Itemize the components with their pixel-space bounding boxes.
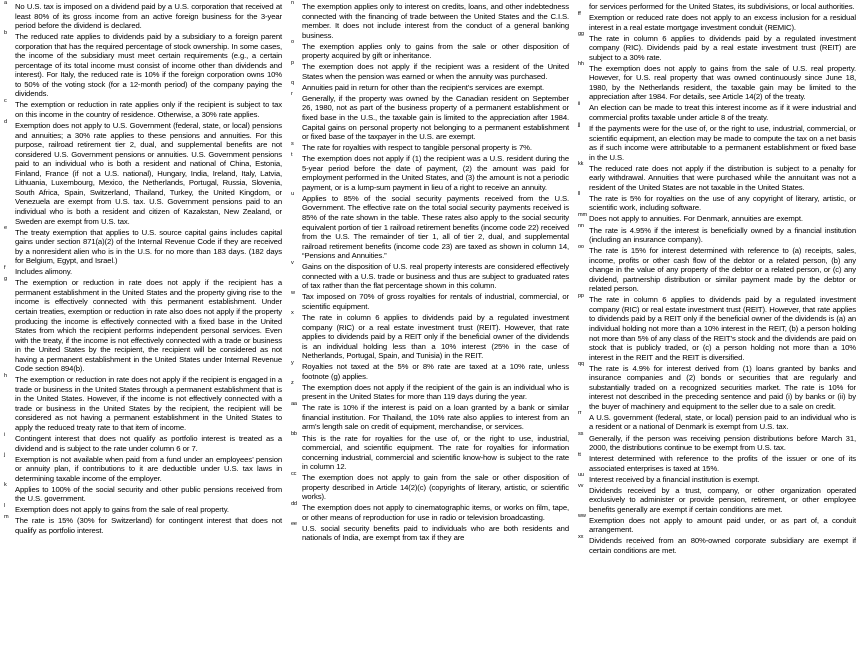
footnote-item-cc: [291, 470, 569, 502]
footnote-item-l: [4, 502, 282, 515]
footnote-marker: tt: [578, 451, 581, 458]
footnote-marker: ww: [578, 513, 586, 520]
footnote-item-h: [4, 372, 282, 433]
footnote-marker: z: [291, 380, 294, 387]
footnote-marker: kk: [578, 161, 584, 168]
footnote-text: Generally, if the property was owned by the Canadian resident on September 26, 1980, not as part of the business property of a permanent establishment or fixed base in the U.S., the taxable gain is limited to the appreciation after 1984. Capital gains on personal property not belonging to a permanent establishment or fixed base of the taxpayer in the U.S. are exempt.: [302, 93, 569, 142]
footnote-text: The rate in column 6 applies to dividends paid by a regulated investment company (RIC) or a real estate investment trust (REIT). However, that rate applies to dividends paid by a REIT only if the beneficial owner of the dividends is an individual holding less than a 10% interest (25% in the case of Netherlands, Portugal, Spain, and Tunisia) in the REIT.: [302, 312, 569, 361]
footnote-text: Exemption does not apply to U.S. Government (federal, state, or local) pensions and annuities; a 30% rate applies to these pensions and annuities. For this purpose, railroad retirement tier 2, dual, and supplemental benefits are not considered U.S. Government pensions or annuities. U.S. Government pensions paid to an individual who is both a resident and national of China, Estonia, Finland, France (if not a U.S. national), Hungary, India, Ireland, Italy, Latvia, Lithuania, Luxembourg, Mexico, the Netherlands, Portugal, Russia, Slovenia, South Africa, Spain, Switzerland, Thailand, Turkey, the United Kingdom, or Venezuela are exempt from U.S. tax. U.S. Government pensions paid to an individual who is both a resident and citizen of Kazakstan, New Zealand, or Sweden are exempt from U.S. tax.: [15, 121, 282, 226]
footnote-text: The exemption does not apply if the recipient was a resident of the United States when the pension was earned or when the annuity was purchased.: [302, 62, 569, 81]
footnote-text: Interest determined with reference to the profits of the issuer or one of its associated enterprises is taxed at 15%.: [589, 454, 856, 473]
footnote-marker: rr: [578, 410, 582, 417]
footnote-item-uu: [578, 472, 856, 485]
footnote-item-o: [291, 39, 569, 61]
footnote-text: The reduced rate does not apply if the distribution is subject to a penalty for early withdrawal. Annuities that were purchased while the annuitant was not a resident of the United States are not taxable in the United States.: [589, 163, 856, 192]
footnote-marker: m: [4, 513, 9, 520]
footnote-text: Dividends received from an 80%-owned corporate subsidiary are exempt if certain conditions are met.: [589, 536, 856, 556]
footnote-text: The rate in column 6 applies to dividends paid by a regulated investment company (RIC). Dividends paid by a real estate investment trust (REIT) are subject to a 30% rate.: [589, 33, 856, 62]
footnote-item-y: [291, 359, 569, 381]
footnote-marker: aa: [291, 400, 297, 407]
footnote-item-f: [4, 264, 282, 277]
footnote-text: Applies to 100% of the social security and other public pensions received from the U.S. government.: [15, 484, 282, 504]
footnote-text: The exemption does not apply if (1) the recipient was a U.S. resident during the 5-year period before the date of payment, (2) the amount was paid for employment performed in the United States, and (3) the amount is not a periodic payment, or is a lump-sum payment in lieu of a right to receive an annuity.: [302, 154, 569, 192]
footnote-text: The rate in column 6 applies to dividends paid by a regulated investment company (RIC) or real estate investment trust (REIT). However, that rate applies to dividends paid by a REIT only if the beneficial owner of the dividends is (a) an individual holding not more than a 10% interest in the REIT, (b) a person holding not more than 5% of any class of the REIT’s stock and the dividends are paid on stock that is publicly traded, or (c) a person holding not more than a 10% interest in the REIT and the REIT is diversified.: [589, 295, 856, 362]
footnote-item-v: [291, 259, 569, 291]
footnote-text: Gains on the disposition of U.S. real property interests are considered effectively connected with a U.S. trade or business and thus are subject to graduated rates of tax rather than the flat percentage shown in this column.: [302, 262, 569, 291]
footnote-item-rr: [578, 410, 856, 432]
footnote-marker: nn: [578, 223, 584, 230]
footnote-text: The rate is 15% (30% for Switzerland) for contingent interest that does not qualify as portfolio interest.: [15, 516, 282, 535]
footnote-item-continuation: [578, 2, 856, 12]
footnote-item-s: [291, 140, 569, 153]
footnote-marker: vv: [578, 483, 584, 490]
footnote-text: The exemption applies only to gains from the sale or other disposition of property acquired by gift or inheritance.: [302, 41, 569, 61]
footnote-item-i: [4, 431, 282, 453]
footnote-marker: o: [291, 39, 294, 46]
footnote-text: The rate is 4.95% if the interest is beneficially owned by a financial institution (including an insurance company).: [589, 225, 856, 245]
footnote-marker: d: [4, 118, 7, 125]
footnote-text: The reduced rate applies to dividends paid by a subsidiary to a foreign parent corporation that has the required percentage of stock ownership. In some cases, the income of the subsidiary must meet certain requirements (e.g., a certain percentage of its total income must consist of income other than dividends and interest). For Italy, the reduced rate is 10% if the foreign corporation owns 10% to 50% of the voting stock (for a 12-month period) of the company paying the dividends.: [15, 32, 282, 99]
footnote-item-r: [291, 91, 569, 142]
footnote-marker: p: [291, 59, 294, 66]
footnote-marker: jj: [578, 121, 581, 128]
footnote-text: An election can be made to treat this interest income as if it were industrial and commercial profits taxable under article 8 of the treaty.: [589, 103, 856, 123]
footnote-marker: k: [4, 482, 7, 489]
footnote-text: Includes alimony.: [15, 267, 72, 277]
footnote-item-q: [291, 80, 569, 93]
footnote-text: No U.S. tax is imposed on a dividend paid by a U.S. corporation that received at least 80% of its gross income from an active foreign business for the 3-year period before the dividend is declared.: [15, 2, 282, 31]
footnote-marker: a: [4, 0, 7, 6]
footnote-item-hh: [578, 61, 856, 102]
footnote-marker: bb: [291, 431, 297, 438]
footnote-text: Generally, if the person was receiving pension distributions before March 31, 2000, the distributions continue to be exempt from U.S. tax.: [589, 433, 856, 453]
footnote-marker: h: [4, 372, 7, 379]
footnote-text: The rate is 15% for interest determined with reference to (a) receipts, sales, income, profits or other cash flow of the debtor or a related person, (b) any change in the value of any property of the debtor or a related person, or (c) any dividend, partnership distribution or similar payment made by the debtor or related person.: [589, 246, 856, 294]
footnote-text: The treaty exemption that applies to U.S. source capital gains includes capital gains under section 871(a)(2) of the Internal Revenue Code if they are received by a nonresident alien who is in the U.S. for no more than 183 days. (182 days for Belgium, Egypt, and Israel.): [15, 227, 282, 266]
footnote-item-vv: [578, 483, 856, 515]
footnote-text: The exemption does not apply to gain from the sale or other disposition of property described in Article 14(2)(c) (copyrights of literary, artistic, or scientific works).: [302, 473, 569, 502]
footnote-text: If the payments were for the use of, or the right to use, industrial, commercial, or scientific equipment, an election may be made to compute the tax on a net basis as if such income were attributable to a permanent establishment or fixed base in the U.S.: [589, 124, 856, 162]
footnote-marker: u: [291, 191, 294, 198]
footnote-item-p: [291, 59, 569, 81]
footnote-marker: i: [4, 431, 6, 438]
footnote-text: This is the rate for royalties for the use of, or the right to use, industrial, commercial, and scientific equipment. The rate for royalties for information concerning industrial, commercial and scientific know-how is subject to the rate in column 12.: [302, 433, 569, 472]
footnote-item-kk: [578, 161, 856, 193]
footnote-marker: j: [4, 452, 6, 459]
footnotes-column-2: [291, 2, 569, 667]
footnote-item-bb: [291, 431, 569, 472]
footnote-item-e: [4, 225, 282, 266]
footnote-marker: ff: [578, 10, 581, 17]
footnote-item-aa: [291, 400, 569, 432]
footnote-marker: b: [4, 29, 7, 36]
footnote-text: A U.S. government (federal, state, or local) pension paid to an individual who is a resident or a national of Denmark is exempt from U.S. tax.: [589, 412, 856, 432]
footnote-text: Annuities paid in return for other than the recipient’s services are exempt.: [302, 82, 545, 92]
footnote-text: U.S. social security benefits paid to individuals who are both residents and nationals of India, are exempt from tax if they are: [302, 523, 569, 543]
footnote-item-pp: [578, 292, 856, 362]
footnote-item-a: [4, 2, 282, 31]
footnote-text: The rate is 4.9% for interest derived from (1) loans granted by banks and insurance companies and (2) bonds or securities that are regularly and substantially traded on a recognized securities market. The rate is 10% for interest not described in the preceding sentence and paid (i) by banks or (ii) by the buyer of machinery and equipment to the seller due to a sale on credit.: [589, 363, 856, 411]
footnote-text: The exemption does not apply to cinematographic items, or works on film, tape, or other means of reproduction for use in radio or television broadcasting.: [302, 503, 569, 522]
footnote-text: The exemption or reduction in rate does not apply if the recipient is engaged in a trade or business in the United States through a permanent establishment that is in the United States. However, if the income is not effectively connected with a trade or business in the United States by the recipient, the recipient will be considered as not having a permanent establishment in the United States to apply the reduced treaty rate to that item of income.: [15, 375, 282, 433]
footnote-marker: dd: [291, 500, 297, 507]
footnote-item-j: [4, 452, 282, 484]
footnote-marker: v: [291, 259, 294, 266]
footnote-marker: f: [4, 264, 6, 271]
footnote-item-x: [291, 310, 569, 361]
footnote-marker: oo: [578, 243, 584, 250]
footnote-text: Royalties not taxed at the 5% or 8% rate are taxed at a 10% rate, unless footnote (g) applies.: [302, 362, 569, 381]
footnote-item-k: [4, 482, 282, 504]
footnote-marker: l: [4, 502, 6, 509]
footnote-item-ww: [578, 513, 856, 535]
footnote-marker: pp: [578, 292, 584, 299]
footnote-item-w: [291, 289, 569, 311]
footnote-item-oo: [578, 243, 856, 294]
footnote-text: The exemption or reduction in rate does not apply if the recipient has a permanent establishment in the United States and the property giving rise to the income is effectively connected with this permanent establishment. Under certain treaties, exemption or reduction in rate also does not apply if the property producing the income is effectively connected with a fixed base in the United States from which the recipient performs independent personal services. Even with the treaty, if the income is not effectively connected with a trade or business in the United States by the recipient, the recipient will be considered as not having a permanent establishment in the United States under Internal Revenue Code section 894(b).: [15, 278, 282, 374]
footnote-marker: ee: [291, 521, 297, 528]
footnotes-column-1: [4, 2, 282, 667]
footnote-marker: x: [291, 310, 294, 317]
footnote-text: Exemption does not apply to gains from the sale of real property.: [15, 505, 229, 515]
footnote-marker: xx: [578, 533, 584, 540]
footnote-marker: uu: [578, 472, 584, 479]
footnote-text: Interest received by a financial institution is exempt.: [589, 474, 760, 484]
footnote-text: Contingent interest that does not qualify as portfolio interest is treated as a dividend and is subject to the rate under column 6 or 7.: [15, 434, 282, 453]
footnote-item-n: [291, 2, 569, 40]
footnote-marker: w: [291, 289, 295, 296]
footnote-text: The exemption or reduction in rate applies only if the recipient is subject to tax on this income in the country of residence. Otherwise, a 30% rate applies.: [15, 100, 282, 120]
footnote-marker: qq: [578, 361, 584, 368]
footnote-item-qq: [578, 361, 856, 412]
footnote-text: for services performed for the United States, its subdivisions, or local authorities.: [589, 2, 855, 11]
footnote-item-mm: [578, 211, 856, 224]
footnote-item-m: [4, 513, 282, 535]
footnote-marker: mm: [578, 211, 587, 218]
footnote-item-ff: [578, 10, 856, 32]
footnote-item-jj: [578, 121, 856, 162]
footnote-item-gg: [578, 31, 856, 63]
footnote-marker: c: [4, 97, 7, 104]
footnote-text: The exemption does not apply if the recipient of the gain is an individual who is present in the United States for more than 119 days during the year.: [302, 382, 569, 402]
footnote-text: Applies to 85% of the social security payments received from the U.S. Government. The effective rate on the total social security payments received is 85% of the rate shown in the table. These rates also apply to the social security equivalent portion of tier 1 railroad retirement benefits (income code 22) received from the U.S. The remainder of tier 1, all of tier 2, dual, and supplemental railroad retirement benefits (income code 23) are taxed as shown in column 14, “Pensions and Annuities.”: [302, 193, 570, 261]
footnote-item-t: [291, 151, 569, 192]
footnote-text: Exemption does not apply to amount paid under, or as part of, a conduit arrangement.: [589, 515, 856, 535]
footnote-marker: cc: [291, 470, 297, 477]
footnote-item-ss: [578, 431, 856, 453]
footnote-item-ee: [291, 521, 569, 543]
footnote-item-d: [4, 118, 282, 226]
footnote-item-c: [4, 97, 282, 120]
footnote-text: Exemption is not available when paid from a fund under an employees’ pension or annuity plan, if contributions to it are deductible under U.S. tax laws in determining taxable income of the employer.: [15, 454, 282, 483]
footnote-text: The rate is 5% for royalties on the use of any copyright of literary, artistic, or scientific work, including software.: [589, 193, 856, 213]
footnote-text: Dividends received by a trust, company, or other organization operated exclusively to administer or provide pension, retirement, or other employee benefits generally are exempt if certain conditions are met.: [589, 485, 856, 514]
footnote-marker: gg: [578, 31, 584, 38]
footnote-item-tt: [578, 451, 856, 473]
footnote-marker: ss: [578, 431, 584, 438]
footnote-text: The rate for royalties with respect to tangible personal property is 7%.: [302, 143, 532, 153]
footnote-marker: t: [291, 151, 293, 158]
footnote-text: The exemption applies only to interest on credits, loans, and other indebtedness connected with the financing of trade between the United States and the C.I.S. member. It does not include interest from the conduct of a general banking business.: [302, 2, 569, 40]
footnote-item-b: [4, 29, 282, 99]
footnote-marker: s: [291, 140, 294, 147]
footnote-item-ii: [578, 100, 856, 123]
footnote-marker: hh: [578, 61, 584, 68]
footnote-text: Does not apply to annuities. For Denmark, annuities are exempt.: [589, 214, 803, 224]
footnote-item-dd: [291, 500, 569, 522]
footnote-marker: g: [4, 275, 7, 282]
footnote-text: Tax imposed on 70% of gross royalties for rentals of industrial, commercial, or scientific equipment.: [302, 292, 569, 311]
footnotes-column-3: [578, 2, 856, 667]
footnote-item-g: [4, 275, 282, 374]
footnote-text: The exemption does not apply to gains from the sale of U.S. real property. However, for U.S. real property that was owned continuously since June 18, 1980, by the Netherlands resident, the taxable gain may be limited to the appreciation after 1984. For details, see Article 14(2) of the treaty.: [589, 63, 856, 102]
footnote-marker: y: [291, 359, 294, 366]
footnote-item-xx: [578, 533, 856, 556]
footnote-marker: r: [291, 91, 293, 98]
footnote-marker: ii: [578, 100, 581, 107]
footnote-text: Exemption or reduced rate does not apply to an excess inclusion for a residual interest in a real estate mortgage investment conduit (REMIC).: [589, 13, 856, 32]
footnote-marker: n: [291, 0, 294, 6]
footnote-text: The rate is 10% if the interest is paid on a loan granted by a bank or similar financial institution. For Thailand, the 10% rate also applies to interest from an arm’s length sale on credit of equipment, merchandise, or services.: [302, 403, 569, 432]
footnote-marker: ll: [578, 191, 581, 198]
footnote-item-u: [291, 191, 570, 261]
footnote-item-z: [291, 380, 569, 402]
footnote-item-ll: [578, 191, 856, 213]
footnote-item-nn: [578, 223, 856, 245]
footnote-marker: e: [4, 225, 7, 232]
footnote-marker: q: [291, 80, 294, 87]
